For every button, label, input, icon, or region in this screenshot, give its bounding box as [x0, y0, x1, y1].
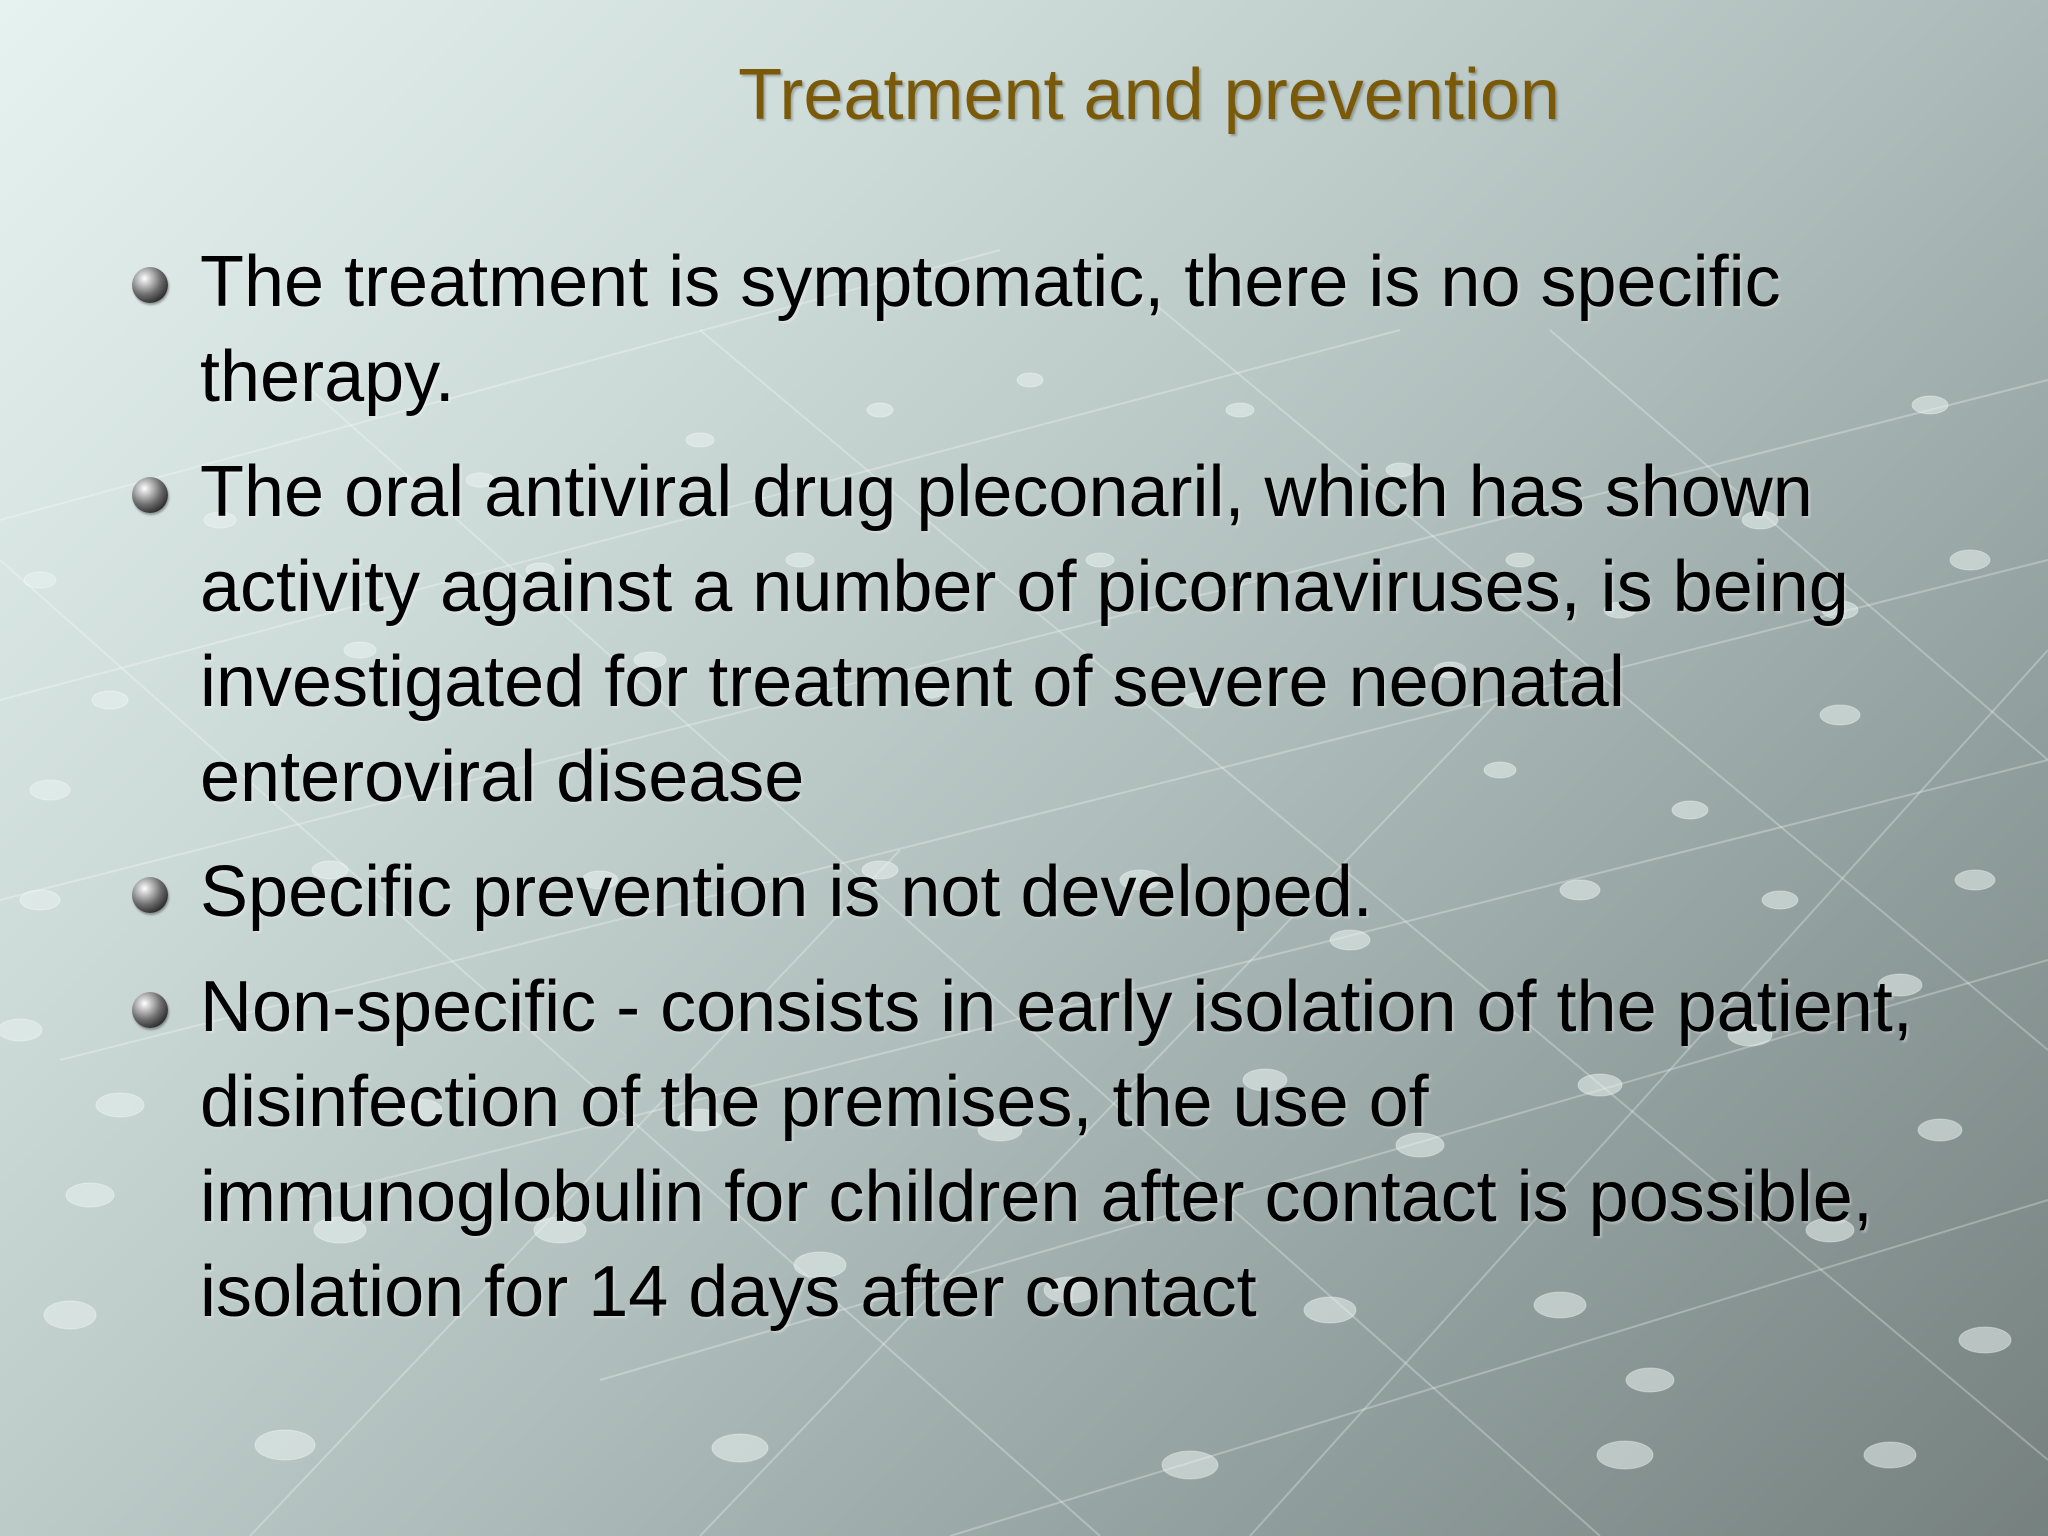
slide-title: Treatment and prevention [738, 55, 1560, 135]
bullet-item [200, 235, 1930, 425]
bullet-item [200, 960, 1930, 1340]
bullet-text: The treatment is symptomatic, there is no specific therapy. [200, 242, 1781, 417]
sphere-bullet-icon [132, 267, 168, 303]
sphere-bullet-icon [132, 877, 168, 913]
bullet-text: Specific prevention is not developed. [200, 852, 1373, 932]
sphere-bullet-icon [132, 477, 168, 513]
bullet-list [200, 235, 1930, 1360]
sphere-bullet-icon [132, 992, 168, 1028]
bullet-text: Non-specific - consists in early isolation of the patient, disinfection of the premises, the use of immunoglobulin for children after contact is possible, isolation for 14 days after contact [200, 967, 1913, 1332]
bullet-item [200, 445, 1930, 825]
bullet-text: The oral antiviral drug pleconaril, which has shown activity against a number of picornaviruses, is being investigated for treatment of severe neonatal enteroviral disease [200, 452, 1849, 817]
bullet-item [200, 845, 1930, 940]
